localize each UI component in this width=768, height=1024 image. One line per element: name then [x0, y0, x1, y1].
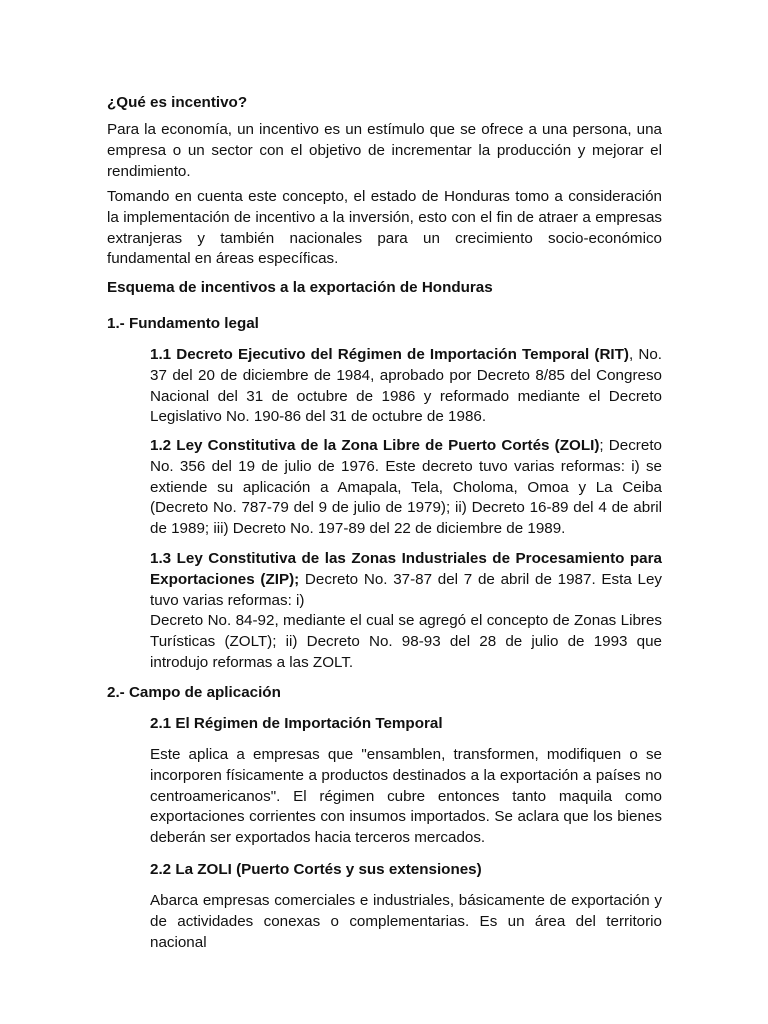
item-1-3-text: Decreto No. 37-87 del 7 de abril de 1987. Esta Ley tuvo varias reformas: i): [150, 570, 662, 609]
item-2-2-text: Abarca empresas comerciales e industriales, básicamente de exportación y de actividades conexas o complementarias. Es un área del territorio nacional: [150, 892, 662, 951]
item-1-2-title: 1.2 Ley Constitutiva de la Zona Libre de Puerto Cortés (ZOLI): [150, 437, 600, 454]
item-2-2-heading: 2.2 La ZOLI (Puerto Cortés y sus extensiones): [150, 861, 482, 878]
item-2-1-text: Este aplica a empresas que "ensamblen, transformen, modifiquen o se incorporen físicamente a productos destinados a la exportación a países no centroamericanos". El régimen cubre entonces tanto maquila como exportaciones corrientes con insumos importados. Se aclara que los bienes deberán ser exportados hacia terceros mercados.: [150, 746, 662, 847]
scheme-heading: Esquema de incentivos a la exportación de Honduras: [107, 279, 493, 296]
item-1-3: [150, 549, 662, 611]
paragraph-definition: Para la economía, un incentivo es un estímulo que se ofrece a una persona, una empresa o un sector con el objetivo de incrementar la producción y mejorar el rendimiento.: [107, 121, 662, 180]
paragraph-honduras-context: Tomando en cuenta este concepto, el estado de Honduras tomo a consideración la implementación de incentivo a la inversión, esto con el fin de atraer a empresas extranjeras y también nacionales para un crecimiento socio-económico fundamental en áreas específicas.: [107, 188, 662, 268]
question-heading: ¿Qué es incentivo?: [107, 94, 248, 111]
item-1-2-text: ; Decreto No. 356 del 19 de julio de 1976. Este decreto tuvo varias reformas: i) se extiende su aplicación a Amapala, Tela, Choloma, Omoa y La Ceiba (Decreto No. 787-79 del 9 de julio de 1979); ii) Decreto 16-89 del 4 de abril de 1989; iii) Decreto No. 197-89 del 22 de diciembre de 1989.: [150, 437, 662, 538]
item-1-3-title: 1.3 Ley Constitutiva de las Zonas Industriales de Procesamiento para Exportaciones (ZIP);: [150, 550, 662, 588]
item-1-3-continuation: Decreto No. 84-92, mediante el cual se agregó el concepto de Zonas Libres Turísticas (ZOLT); ii) Decreto No. 98-93 del 28 de julio de 1993 que introdujo reformas a las ZOLT.: [150, 612, 662, 671]
item-1-2: [150, 436, 662, 540]
item-1-1: [150, 345, 662, 428]
section-1-heading: 1.- Fundamento legal: [107, 315, 259, 332]
item-1-1-title: 1.1 Decreto Ejecutivo del Régimen de Importación Temporal (RIT): [150, 346, 629, 363]
item-1-1-text: , No. 37 del 20 de diciembre de 1984, aprobado por Decreto 8/85 del Congreso Nacional del 31 de octubre de 1986 y reformado mediante el Decreto Legislativo No. 190-86 del 31 de octubre de 1986.: [150, 346, 662, 426]
item-2-1-heading: 2.1 El Régimen de Importación Temporal: [150, 715, 443, 732]
section-2-heading: 2.- Campo de aplicación: [107, 684, 281, 701]
